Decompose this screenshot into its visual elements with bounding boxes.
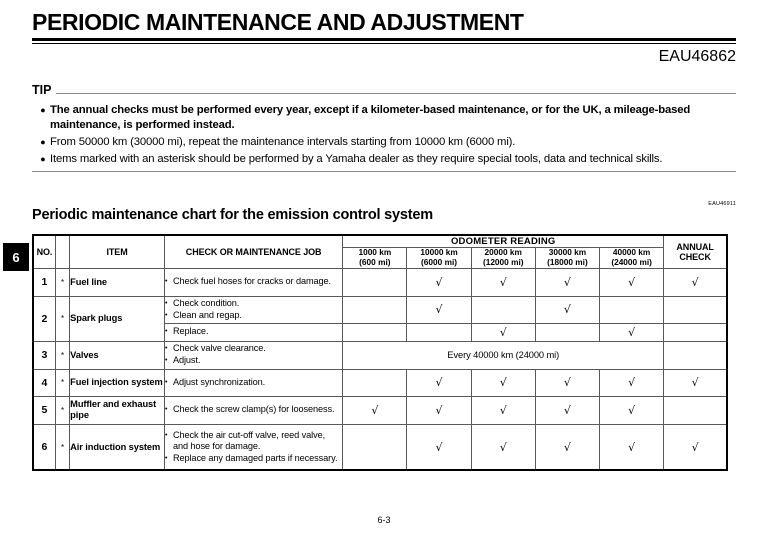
interval-check-cell: √	[535, 268, 599, 296]
job-text: Check condition.	[172, 297, 240, 308]
maintenance-job	[164, 268, 342, 296]
reference-code-section: EAU46911	[708, 201, 736, 207]
interval-check-cell	[535, 323, 599, 341]
item-name: Muffler and exhaust pipe	[70, 396, 165, 424]
interval-check-cell: √	[471, 396, 535, 424]
maintenance-job	[164, 341, 342, 369]
maintenance-job	[164, 424, 342, 470]
annual-check-cell	[664, 323, 727, 341]
odometer-mi: (6000 mi)	[421, 256, 458, 267]
tip-item	[32, 103, 736, 133]
tip-item	[32, 152, 736, 167]
interval-check-cell: √	[407, 369, 471, 396]
interval-check-cell: √	[407, 396, 471, 424]
row-number: 5	[33, 396, 55, 424]
job-bullet-icon: •	[164, 431, 168, 439]
annual-check-cell: √	[664, 424, 727, 470]
tip-heading	[32, 84, 736, 97]
row-number: 1	[33, 268, 55, 296]
interval-check-cell	[407, 323, 471, 341]
interval-check-cell: √	[535, 396, 599, 424]
table-header	[33, 235, 727, 268]
job-text: Check valve clearance.	[172, 343, 266, 354]
row-number: 2	[33, 296, 55, 341]
header-annual-line1: ANNUAL	[676, 241, 714, 252]
table-row	[33, 296, 727, 323]
item-name: Air induction system	[70, 424, 165, 470]
interval-check-cell	[343, 268, 407, 296]
maintenance-chart	[32, 234, 728, 471]
row-number: 3	[33, 341, 55, 369]
row-number: 4	[33, 369, 55, 396]
job-bullet-icon: •	[164, 345, 168, 353]
interval-check-cell	[600, 296, 664, 323]
table-row	[33, 369, 727, 396]
section-title: Periodic maintenance chart for the emission control system	[32, 207, 433, 223]
dealer-asterisk: *	[55, 369, 69, 396]
dealer-asterisk: *	[55, 424, 69, 470]
chapter-tab: 6	[3, 243, 29, 271]
job-line	[165, 326, 342, 338]
interval-check-cell: √	[343, 396, 407, 424]
job-list	[165, 326, 342, 338]
job-bullet-icon: •	[164, 454, 168, 462]
title-rule-thin	[32, 43, 736, 44]
job-bullet-icon: •	[164, 378, 168, 386]
table-row	[33, 268, 727, 296]
job-line	[165, 276, 342, 288]
tip-label: TIP	[32, 83, 52, 97]
title-rule-thick	[32, 38, 736, 41]
job-bullet-icon: •	[164, 311, 168, 319]
annual-check-cell: √	[664, 268, 727, 296]
interval-check-cell: √	[535, 369, 599, 396]
job-line	[165, 404, 342, 416]
interval-check-cell: √	[471, 323, 535, 341]
annual-check-cell	[664, 396, 727, 424]
job-text: Check fuel hoses for cracks or damage.	[172, 276, 332, 287]
interval-note: Every 40000 km (24000 mi)	[343, 341, 664, 369]
table-body	[33, 268, 727, 470]
maintenance-job	[164, 369, 342, 396]
table-header-row-1	[33, 235, 727, 248]
header-odometer-group: ODOMETER READING	[343, 235, 664, 248]
job-text: Adjust synchronization.	[172, 376, 266, 387]
page-title: PERIODIC MAINTENANCE AND ADJUSTMENT	[32, 9, 524, 35]
dealer-asterisk: *	[55, 341, 69, 369]
job-line	[165, 298, 342, 310]
job-bullet-icon: •	[164, 278, 168, 286]
header-odometer-30000km	[535, 248, 599, 269]
tip-item-text: From 50000 km (30000 mi), repeat the maintenance intervals starting from 10000 km (6000 mi).	[50, 135, 516, 148]
item-name: Fuel injection system	[70, 369, 165, 396]
maintenance-job	[164, 323, 342, 341]
annual-check-cell	[664, 341, 727, 369]
interval-check-cell: √	[407, 296, 471, 323]
job-text: Replace.	[172, 326, 209, 337]
header-odometer-40000km	[600, 248, 664, 269]
maintenance-table	[32, 234, 728, 471]
interval-check-cell: √	[407, 268, 471, 296]
interval-check-cell: √	[535, 424, 599, 470]
job-line	[165, 355, 342, 367]
tip-list	[32, 103, 736, 167]
bullet-icon: ●	[40, 104, 46, 115]
row-number: 6	[33, 424, 55, 470]
section-heading	[32, 208, 736, 224]
interval-check-cell	[343, 296, 407, 323]
header-job: CHECK OR MAINTENANCE JOB	[164, 235, 342, 268]
job-list	[165, 377, 342, 389]
header-item: ITEM	[70, 235, 165, 268]
job-text: Replace any damaged parts if necessary.	[172, 452, 338, 463]
table-row	[33, 424, 727, 470]
tip-block	[32, 84, 736, 172]
job-list	[165, 430, 342, 465]
annual-check-cell: √	[664, 369, 727, 396]
item-name: Spark plugs	[70, 296, 165, 341]
job-bullet-icon: •	[164, 328, 168, 336]
interval-check-cell: √	[535, 296, 599, 323]
item-name: Fuel line	[70, 268, 165, 296]
odometer-mi: (18000 mi)	[547, 256, 588, 267]
page-header	[32, 10, 736, 44]
bullet-icon: ●	[40, 136, 46, 147]
odometer-mi: (24000 mi)	[611, 256, 652, 267]
job-list	[165, 343, 342, 367]
job-bullet-icon: •	[164, 406, 168, 414]
odometer-km: 30000 km	[548, 247, 587, 257]
maintenance-job	[164, 296, 342, 323]
job-line	[165, 430, 342, 453]
odometer-km: 1000 km	[358, 247, 392, 257]
job-bullet-icon: •	[164, 299, 168, 307]
odometer-km: 20000 km	[484, 247, 522, 257]
job-text: Check the screw clamp(s) for looseness.	[172, 404, 335, 415]
job-text: Check the air cut-off valve, reed valve, and hose for damage.	[172, 429, 326, 452]
interval-check-cell: √	[600, 369, 664, 396]
dealer-asterisk: *	[55, 396, 69, 424]
header-annual-line2: CHECK	[679, 251, 711, 262]
odometer-km: 40000 km	[612, 247, 651, 257]
job-text: Adjust.	[172, 355, 201, 366]
interval-check-cell: √	[471, 369, 535, 396]
interval-check-cell	[471, 296, 535, 323]
tip-item	[32, 135, 736, 150]
job-text: Clean and regap.	[172, 309, 242, 320]
maintenance-job	[164, 396, 342, 424]
interval-check-cell: √	[600, 323, 664, 341]
job-line	[165, 343, 342, 355]
job-line	[165, 310, 342, 322]
interval-check-cell: √	[600, 396, 664, 424]
job-bullet-icon: •	[164, 357, 168, 365]
interval-check-cell	[343, 323, 407, 341]
tip-footer-rule	[32, 171, 736, 172]
tip-heading-rule	[56, 93, 736, 94]
job-list	[165, 404, 342, 416]
header-odometer-1000km	[343, 248, 407, 269]
header-odometer-10000km	[407, 248, 471, 269]
header-odometer-20000km	[471, 248, 535, 269]
bullet-icon: ●	[40, 153, 46, 164]
interval-check-cell: √	[600, 424, 664, 470]
page-footer: 6-3	[377, 515, 391, 525]
interval-check-cell	[343, 369, 407, 396]
header-no: NO.	[33, 235, 55, 268]
table-row	[33, 341, 727, 369]
dealer-asterisk: *	[55, 268, 69, 296]
interval-check-cell: √	[407, 424, 471, 470]
odometer-km: 10000 km	[420, 247, 458, 257]
job-line	[165, 377, 342, 389]
header-annual-check	[664, 235, 727, 268]
job-list	[165, 298, 342, 322]
tip-item-text: The annual checks must be performed every year, except if a kilometer-based maintenance, or for the UK, a mileage-based maintenance, is performed instead.	[50, 103, 691, 131]
job-list	[165, 276, 342, 288]
interval-check-cell: √	[600, 268, 664, 296]
odometer-mi: (12000 mi)	[482, 256, 524, 267]
interval-check-cell: √	[471, 424, 535, 470]
header-asterisk	[55, 235, 69, 268]
interval-check-cell: √	[471, 268, 535, 296]
tip-item-text: Items marked with an asterisk should be performed by a Yamaha dealer as they require special tools, data and technical skills.	[50, 152, 663, 165]
interval-check-cell	[343, 424, 407, 470]
item-name: Valves	[70, 341, 165, 369]
annual-check-cell	[664, 296, 727, 323]
reference-code-top: EAU46862	[658, 48, 736, 65]
table-row	[33, 396, 727, 424]
job-line	[165, 453, 342, 465]
dealer-asterisk: *	[55, 296, 69, 341]
odometer-mi: (600 mi)	[359, 256, 391, 267]
